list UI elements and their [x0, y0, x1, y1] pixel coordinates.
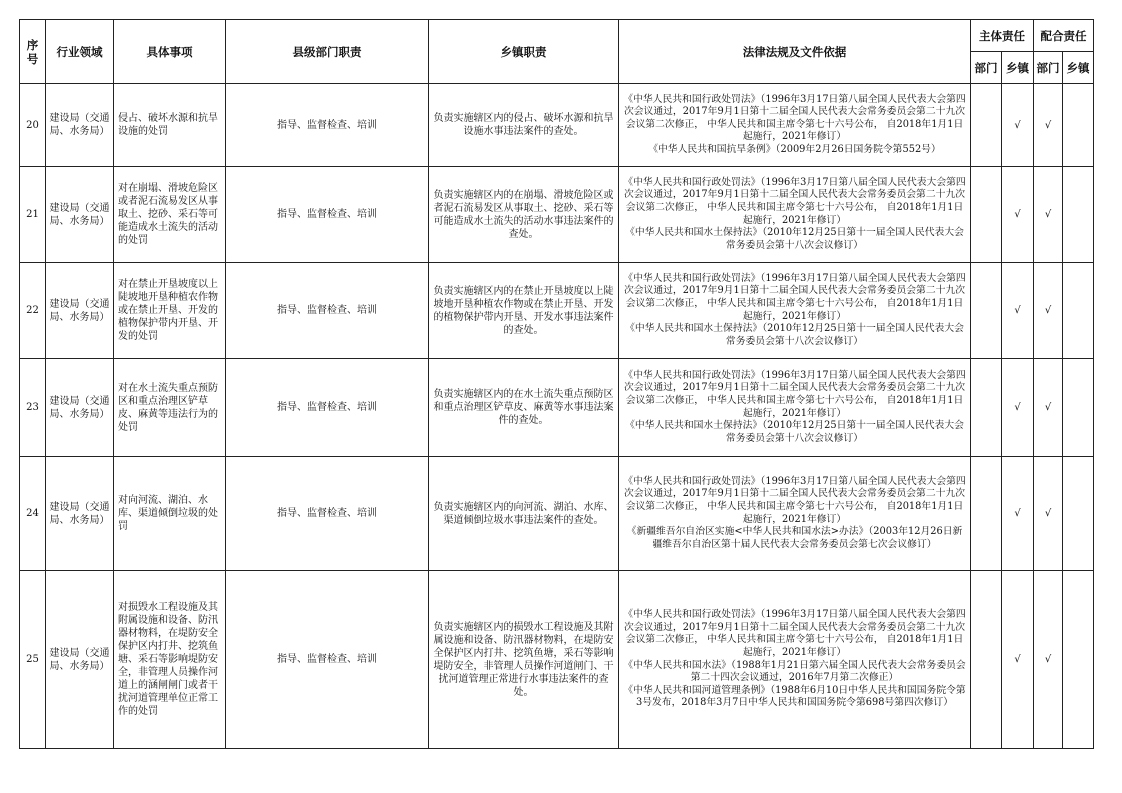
cell-main-township: √	[1002, 167, 1034, 263]
cell-main-township: √	[1002, 84, 1034, 167]
cell-coop-dept: √	[1034, 359, 1063, 457]
cell-seq: 21	[20, 167, 46, 263]
cell-coop-dept: √	[1034, 84, 1063, 167]
cell-seq: 20	[20, 84, 46, 167]
cell-town-duty: 负责实施辖区内的向河流、湖泊、水库、渠道倾倒垃圾水事违法案件的查处。	[429, 457, 619, 571]
header-law-basis: 法律法规及文件依据	[619, 20, 971, 84]
cell-coop-township	[1063, 571, 1094, 749]
cell-county-duty: 指导、监督检查、培训	[226, 457, 429, 571]
header-county-duty: 县级部门职责	[226, 20, 429, 84]
law-reference: 《中华人民共和国行政处罚法》（1996年3月17日第八届全国人民代表大会第四次会议通过，2017年9月1日第十二届全国人民代表大会常务委员会第二十九次会议第二次修正， 中华人民共和国主席令第七十六号公布， 自2018年1月1日起施行，2021年修订）	[623, 475, 966, 525]
law-reference: 《中华人民共和国水土保持法》（2010年12月25日第十一届全国人民代表大会常务委员会第十八次会议修订）	[625, 323, 964, 347]
cell-item: 侵占、破坏水源和抗旱设施的处罚	[114, 84, 226, 167]
cell-seq: 25	[20, 571, 46, 749]
law-reference: 《中华人民共和国水法》（1988年1月21日第六届全国人民代表大会常务委员会第二十四次会议通过，2016年7月第二次修正）	[623, 659, 966, 684]
cell-law-basis	[619, 167, 971, 263]
header-main-township: 乡镇	[1002, 52, 1034, 84]
cell-field: 建设局（交通局、水务局）	[46, 571, 114, 749]
law-reference: 《中华人民共和国行政处罚法》（1996年3月17日第八届全国人民代表大会第四次会议通过，2017年9月1日第十二届全国人民代表大会常务委员会第二十九次会议第二次修正， 中华人民共和国主席令第七十六号公布， 自2018年1月1日起施行，2021年修订）	[623, 609, 966, 658]
cell-law-basis	[619, 457, 971, 571]
cell-coop-dept: √	[1034, 457, 1063, 571]
cell-coop-township	[1063, 167, 1094, 263]
cell-county-duty: 指导、监督检查、培训	[226, 571, 429, 749]
cell-main-dept	[971, 263, 1002, 359]
header-field: 行业领域	[46, 20, 114, 84]
table-row	[20, 263, 1094, 359]
header-town-duty: 乡镇职责	[429, 20, 619, 84]
cell-coop-township	[1063, 263, 1094, 359]
cell-field: 建设局（交通局、水务局）	[46, 263, 114, 359]
cell-county-duty: 指导、监督检查、培训	[226, 359, 429, 457]
cell-item: 对在水土流失重点预防区和重点治理区铲草皮、麻黄等违法行为的处罚	[114, 359, 226, 457]
cell-main-township: √	[1002, 263, 1034, 359]
cell-field: 建设局（交通局、水务局）	[46, 359, 114, 457]
law-reference: 《中华人民共和国行政处罚法》（1996年3月17日第八届全国人民代表大会第四次会议通过，2017年9月1日第十二届全国人民代表大会常务委员会第二十九次会议第二次修正， 中华人民共和国主席令第七十六号公布， 自2018年1月1日起施行，2021年修订）	[623, 272, 966, 322]
cell-field: 建设局（交通局、水务局）	[46, 457, 114, 571]
cell-law-basis	[619, 84, 971, 167]
table-body	[20, 84, 1094, 749]
cell-coop-township	[1063, 457, 1094, 571]
law-reference: 《中华人民共和国水土保持法》（2010年12月25日第十一届全国人民代表大会常务委员会第十八次会议修订）	[625, 420, 964, 444]
cell-seq: 22	[20, 263, 46, 359]
cell-coop-dept: √	[1034, 167, 1063, 263]
law-reference: 《中华人民共和国河道管理条例》（1988年6月10日中华人民共和国国务院令第3号发布，2018年3月7日中华人民共和国国务院令第698号第四次修订）	[623, 684, 966, 709]
cell-town-duty: 负责实施辖区内的在崩塌、滑坡危险区或者泥石流易发区从事取土、挖砂、采石等可能造成水土流失的活动水事违法案件的查处。	[429, 167, 619, 263]
cell-town-duty: 负责实施辖区内的在禁止开垦坡度以上陡坡地开垦种植农作物或在禁止开垦、开发的植物保护带内开垦、开发水事违法案件的查处。	[429, 263, 619, 359]
header-seq: 序号	[20, 20, 46, 84]
cell-coop-township	[1063, 359, 1094, 457]
cell-item: 对损毁水工程设施及其附属设施和设备、防汛器材物料，在堤防安全保护区内打井、挖筑鱼塘、采石等影响堤防安全，非管理人员操作河道上的涵闸闸门或者干扰河道管理单位正常工作的处罚	[114, 571, 226, 749]
cell-seq: 24	[20, 457, 46, 571]
cell-coop-township	[1063, 84, 1094, 167]
law-reference: 《中华人民共和国行政处罚法》（1996年3月17日第八届全国人民代表大会第四次会议通过，2017年9月1日第十二届全国人民代表大会常务委员会第二十九次会议第二次修正， 中华人民共和国主席令第七十六号公布， 自2018年1月1日起施行，2021年修订）	[623, 369, 966, 419]
cell-main-township: √	[1002, 457, 1034, 571]
cell-law-basis	[619, 359, 971, 457]
cell-town-duty: 负责实施辖区内的损毁水工程设施及其附属设施和设备、防汛器材物料，在堤防安全保护区内打井、挖筑鱼塘，采石等影响堤防安全，非管理人员操作河道闸门、干扰河道管理正常进行水事违法案件的查处。	[429, 571, 619, 749]
cell-main-dept	[971, 457, 1002, 571]
cell-law-basis	[619, 263, 971, 359]
table-row	[20, 84, 1094, 167]
header-coop-responsibility: 配合责任	[1034, 20, 1094, 52]
table-row	[20, 571, 1094, 749]
table-row	[20, 359, 1094, 457]
cell-county-duty: 指导、监督检查、培训	[226, 84, 429, 167]
law-reference: 《中华人民共和国水土保持法》（2010年12月25日第十一届全国人民代表大会常务委员会第十八次会议修订）	[625, 227, 964, 251]
cell-coop-dept: √	[1034, 571, 1063, 749]
table-row	[20, 167, 1094, 263]
cell-field: 建设局（交通局、水务局）	[46, 84, 114, 167]
cell-item: 对向河流、湖泊、水库、渠道倾倒垃圾的处罚	[114, 457, 226, 571]
cell-town-duty: 负责实施辖区内的在水土流失重点预防区和重点治理区铲草皮、麻黄等水事违法案件的查处。	[429, 359, 619, 457]
table-row	[20, 457, 1094, 571]
responsibility-table	[19, 19, 1094, 749]
cell-field: 建设局（交通局、水务局）	[46, 167, 114, 263]
header-coop-township: 乡镇	[1063, 52, 1094, 84]
cell-seq: 23	[20, 359, 46, 457]
cell-coop-dept: √	[1034, 263, 1063, 359]
header-main-responsibility: 主体责任	[971, 20, 1034, 52]
header-main-dept: 部门	[971, 52, 1002, 84]
cell-main-dept	[971, 167, 1002, 263]
cell-county-duty: 指导、监督检查、培训	[226, 263, 429, 359]
header-coop-dept: 部门	[1034, 52, 1063, 84]
cell-main-dept	[971, 359, 1002, 457]
cell-main-township: √	[1002, 359, 1034, 457]
law-reference: 《中华人民共和国行政处罚法》（1996年3月17日第八届全国人民代表大会第四次会议通过，2017年9月1日第十二届全国人民代表大会常务委员会第二十九次会议第二次修正， 中华人民共和国主席令第七十六号公布， 自2018年1月1日起施行，2021年修订）	[623, 93, 966, 143]
law-reference: 《新疆维吾尔自治区实施<中华人民共和国水法>办法》（2003年12月26日新疆维吾尔自治区第十届人民代表大会常务委员会第七次会议修订）	[626, 526, 963, 550]
header-item: 具体事项	[114, 20, 226, 84]
cell-law-basis	[619, 571, 971, 749]
cell-main-dept	[971, 571, 1002, 749]
cell-item: 对在崩塌、滑坡危险区或者泥石流易发区从事取土、挖砂、采石等可能造成水土流失的活动的处罚	[114, 167, 226, 263]
cell-main-dept	[971, 84, 1002, 167]
cell-town-duty: 负责实施辖区内的侵占、破坏水源和抗旱设施水事违法案件的查处。	[429, 84, 619, 167]
law-reference: 《中华人民共和国行政处罚法》（1996年3月17日第八届全国人民代表大会第四次会议通过，2017年9月1日第十二届全国人民代表大会常务委员会第二十九次会议第二次修正， 中华人民共和国主席令第七十六号公布， 自2018年1月1日起施行，2021年修订）	[623, 176, 966, 226]
law-reference: 《中华人民共和国抗旱条例》（2009年2月26日国务院令第552号）	[648, 143, 941, 155]
cell-main-township: √	[1002, 571, 1034, 749]
cell-item: 对在禁止开垦坡度以上陡坡地开垦种植农作物或在禁止开垦、开发的植物保护带内开垦、开发的处罚	[114, 263, 226, 359]
cell-county-duty: 指导、监督检查、培训	[226, 167, 429, 263]
